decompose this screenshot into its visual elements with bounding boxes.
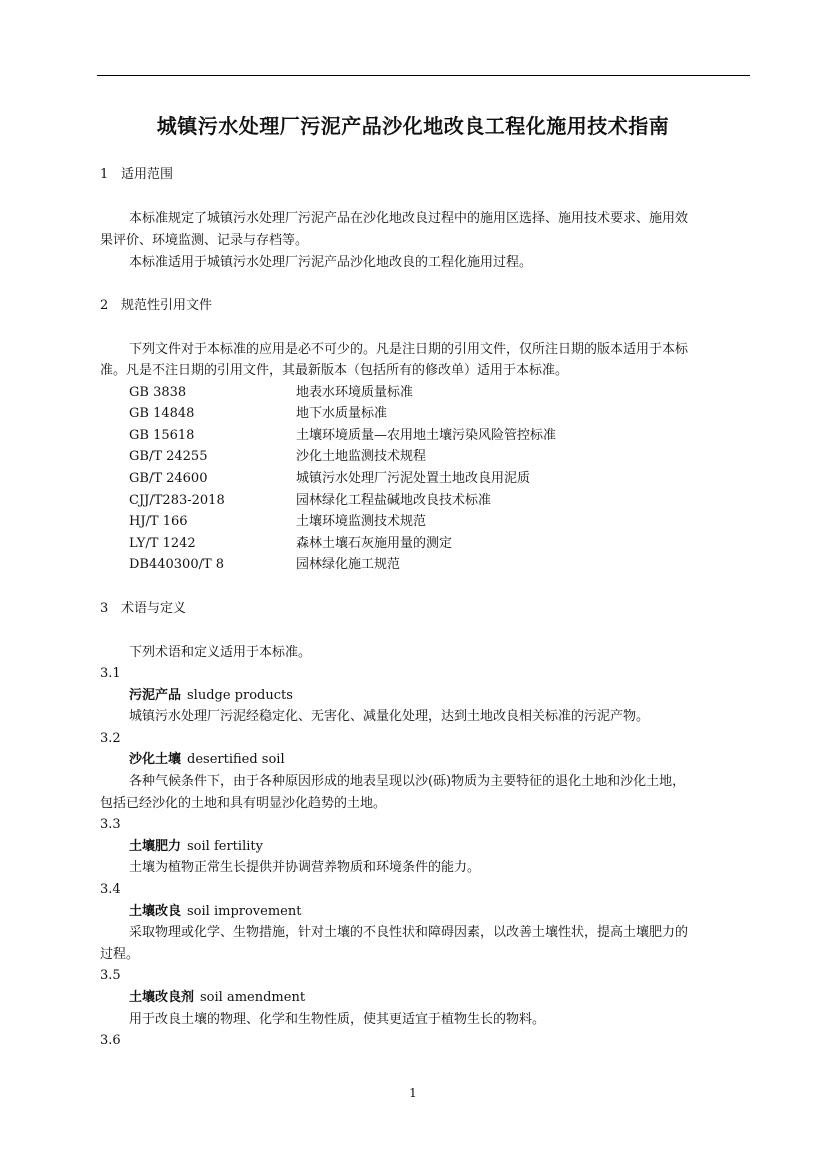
section-title: 适用范围 — [121, 167, 174, 182]
term-definition: 用于改良土壤的物理、化学和生物性质，使其更适宜于植物生长的物料。 — [129, 1012, 546, 1027]
section-heading-3 — [100, 600, 186, 618]
ref-code: HJ/T 166 — [129, 514, 188, 529]
clause-number: 3.3 — [100, 817, 121, 832]
ref-title: 土壤环境质量—农用地土壤污染风险管控标准 — [296, 428, 557, 443]
section-title: 术语与定义 — [121, 601, 187, 616]
clause-number: 3.1 — [100, 666, 121, 681]
term-definition: 采取物理或化学、生物措施，针对土壤的不良性状和障碍因素，以改善土壤性状，提高土壤肥力的 — [129, 925, 689, 940]
term-chinese: 土壤肥力 — [129, 839, 182, 854]
ref-title: 园林绿化施工规范 — [296, 557, 401, 572]
terms-intro: 下列术语和定义适用于本标准。 — [129, 645, 312, 660]
normative-intro-line-2: 准。凡是不注日期的引用文件，其最新版本（包括所有的修改单）适用于本标准。 — [100, 363, 569, 378]
term-heading — [129, 751, 285, 769]
ref-code: GB 3838 — [129, 385, 187, 400]
clause-number: 3.4 — [100, 882, 121, 897]
ref-code: LY/T 1242 — [129, 536, 196, 551]
term-definition: 土壤为植物正常生长提供并协调营养物质和环境条件的能力。 — [129, 860, 481, 875]
section-heading-1 — [100, 166, 173, 184]
ref-title: 园林绿化工程盐碱地改良技术标准 — [296, 493, 492, 508]
header-rule — [97, 75, 750, 76]
term-definition-continued: 过程。 — [100, 947, 140, 962]
ref-title: 城镇污水处理厂污泥处置土地改良用泥质 — [296, 471, 531, 486]
ref-title: 森林土壤石灰施用量的测定 — [296, 536, 453, 551]
term-english: desertified soil — [187, 752, 285, 767]
section-number: 1 — [100, 167, 109, 182]
term-english: sludge products — [187, 688, 293, 703]
term-english: soil fertility — [187, 839, 263, 854]
term-english: soil improvement — [187, 904, 302, 919]
clause-number: 3.2 — [100, 731, 121, 746]
ref-code: GB 15618 — [129, 428, 195, 443]
document-title: 城镇污水处理厂污泥产品沙化地改良工程化施用技术指南 — [156, 114, 670, 138]
scope-paragraph-2: 本标准适用于城镇污水处理厂污泥产品沙化地改良的工程化施用过程。 — [129, 255, 533, 270]
term-definition: 各种气候条件下，由于各种原因形成的地表呈现以沙(砾)物质为主要特征的退化土地和沙化土地， — [129, 774, 686, 789]
clause-number: 3.5 — [100, 968, 121, 983]
normative-intro-line-1: 下列文件对于本标准的应用是必不可少的。凡是注日期的引用文件，仅所注日期的版本适用于本标 — [129, 342, 689, 357]
term-english: soil amendment — [200, 990, 306, 1005]
term-heading — [129, 989, 305, 1007]
clause-number: 3.6 — [100, 1033, 121, 1048]
term-heading — [129, 838, 263, 856]
term-chinese: 污泥产品 — [129, 688, 182, 703]
section-number: 3 — [100, 601, 109, 616]
term-chinese: 土壤改良 — [129, 904, 182, 919]
ref-code: GB 14848 — [129, 406, 195, 421]
ref-title: 地表水环境质量标准 — [296, 385, 414, 400]
section-number: 2 — [100, 298, 109, 313]
ref-title: 沙化土地监测技术规程 — [296, 449, 427, 464]
ref-code: GB/T 24255 — [129, 449, 208, 464]
ref-title: 土壤环境监测技术规范 — [296, 514, 427, 529]
term-heading — [129, 903, 301, 921]
page-number: 1 — [409, 1086, 417, 1100]
ref-code: GB/T 24600 — [129, 471, 208, 486]
term-chinese: 沙化土壤 — [129, 752, 182, 767]
ref-code: CJJ/T283-2018 — [129, 493, 225, 508]
term-chinese: 土壤改良剂 — [129, 990, 195, 1005]
ref-title: 地下水质量标准 — [296, 406, 388, 421]
term-heading — [129, 687, 293, 705]
section-title: 规范性引用文件 — [121, 298, 213, 313]
scope-paragraph-1-line-1: 本标准规定了城镇污水处理厂污泥产品在沙化地改良过程中的施用区选择、施用技术要求、施用效 — [129, 211, 689, 226]
term-definition-continued: 包括已经沙化的土地和具有明显沙化趋势的土地。 — [100, 796, 387, 811]
scope-paragraph-1-line-2: 果评价、环境监测、记录与存档等。 — [100, 233, 309, 248]
term-definition: 城镇污水处理厂污泥经稳定化、无害化、减量化处理，达到土地改良相关标准的污泥产物。 — [129, 709, 650, 724]
ref-code: DB440300/T 8 — [129, 557, 225, 572]
section-heading-2 — [100, 297, 212, 315]
